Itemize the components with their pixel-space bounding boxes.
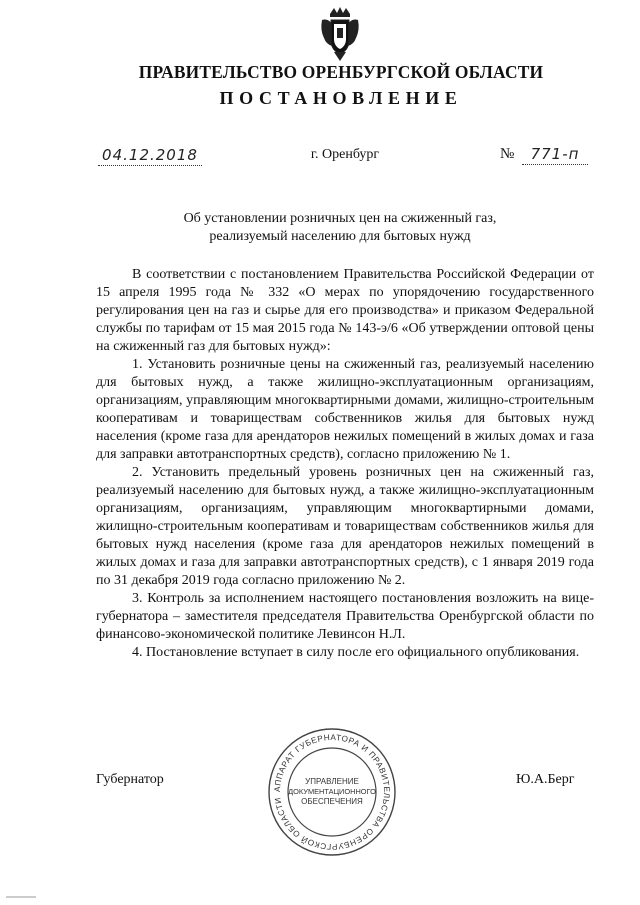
- stamp-center-line-3: ОБЕСПЕЧЕНИЯ: [301, 797, 363, 806]
- scan-artifact: [6, 896, 36, 898]
- stamp-center-line-2: ДОКУМЕНТАЦИОННОГО: [288, 787, 376, 796]
- item-2-paragraph: 2. Установить предельный уровень розничных цен на сжиженный газ, реализуемый населению для бытовых нужд, а также жилищно-эксплуатационным организациям, организациям, управляющим многоквартирными домами, жилищно-строительным кооперативам и товариществам собственников жилья для бытовых нужд населения (кроме газа для арендаторов нежилых помещений в жилых домах и газа для заправки автотранспортных средств), с 1 января 2019 года по 31 декабря 2019 года согласно приложению № 2.: [96, 465, 594, 588]
- city: г. Оренбург: [310, 147, 380, 162]
- coat-of-arms-icon: [318, 6, 362, 62]
- date-field: [98, 148, 202, 166]
- item-3-paragraph: 3. Контроль за исполнением настоящего постановления возложить на вице-губернатора – заместителя председателя Правительства Оренбургской области по финансово-экономической политике Левинсон Н.Л.: [96, 591, 594, 642]
- document-date: 04.12.2018: [102, 146, 198, 164]
- document-kind: ПОСТАНОВЛЕНИЕ: [219, 88, 463, 108]
- number-label: №: [500, 146, 515, 162]
- signer-role: Губернатор: [96, 772, 164, 787]
- signer-name: Ю.А.Берг: [516, 772, 575, 787]
- document-subject: [120, 210, 560, 246]
- date-underline: [98, 165, 202, 166]
- preamble-paragraph: В соответствии с постановлением Правительства Российской Федерации от 15 апреля 1995 года № 332 «О мерах по упорядочению государственного регулирования цен на газ и сырье для его производства» и приказом Федеральной службы по тарифам от 15 мая 2015 года № 143-э/6 «Об утверждении оптовой цены на сжиженный газ для бытовых нужд»:: [96, 267, 594, 354]
- item-1-paragraph: 1. Установить розничные цены на сжиженный газ, реализуемый населению для бытовых нужд, а также жилищно-эксплуатационным организациям, организациям, управляющим многоквартирными домами, жилищно-строительным кооперативам и товариществам собственников жилья для бытовых нужд населения (кроме газа для арендаторов нежилых помещений в жилых домах и газа для заправки автотранспортных средств), согласно приложению № 1.: [96, 357, 594, 462]
- official-stamp: [266, 726, 398, 858]
- document-number: 771-п: [530, 145, 580, 163]
- subject-line-1: Об установлении розничных цен на сжиженный газ,: [183, 211, 497, 226]
- number-field: [522, 147, 588, 165]
- subject-line-2: реализуемый населению для бытовых нужд: [209, 229, 471, 244]
- stamp-center-line-1: УПРАВЛЕНИЕ: [305, 777, 359, 786]
- item-4-paragraph: 4. Постановление вступает в силу после его официального опубликования.: [132, 645, 580, 660]
- stamp-ring-text: АППАРАТ ГУБЕРНАТОРА И ПРАВИТЕЛЬСТВА ОРЕНБУРГСКОЙ ОБЛАСТИ: [272, 732, 392, 852]
- number-underline: [522, 164, 588, 165]
- organization-title: ПРАВИТЕЛЬСТВО ОРЕНБУРГСКОЙ ОБЛАСТИ: [138, 62, 544, 82]
- document-body: [96, 266, 594, 662]
